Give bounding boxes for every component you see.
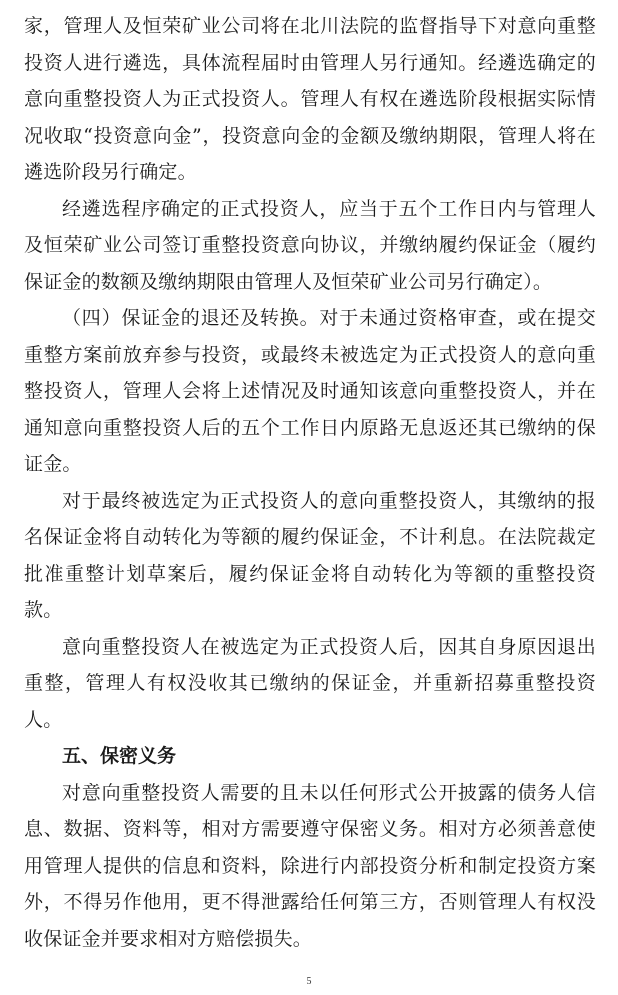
paragraph-continuation: 家，管理人及恒荣矿业公司将在北川法院的监督指导下对意向重整投资人进行遴选，具体流程届时由管理人另行通知。经遴选确定的意向重整投资人为正式投资人。管理人有权在遴选阶段根据实际情况收取“投资意向金”，投资意向金的金额及缴纳期限，管理人将在遴选阶段另行确定。 [24, 15, 596, 183]
paragraph-deposit-conversion: 对于最终被选定为正式投资人的意向重整投资人，其缴纳的报名保证金将自动转化为等额的履约保证金，不计利息。在法院裁定批准重整计划草案后，履约保证金将自动转化为等额的重整投资款。 [24, 489, 596, 621]
page-number: 5 [306, 976, 312, 987]
paragraph-deposit-refund: （四）保证金的退还及转换。对于未通过资格审查，或在提交重整方案前放弃参与投资，或最终未被选定为正式投资人的意向重整投资人，管理人会将上述情况及时通知该意向重整投资人，并在通知意向重整投资人后的五个工作日内原路无息返还其已缴纳的保证金。 [24, 307, 596, 475]
paragraph-deposit-forfeiture: 意向重整投资人在被选定为正式投资人后，因其自身原因退出重整，管理人有权没收其已缴纳的保证金，并重新招募重整投资人。 [24, 635, 596, 731]
paragraph-confidentiality: 对意向重整投资人需要的且未以任何形式公开披露的债务人信息、数据、资料等，相对方需要遵守保密义务。相对方必须善意使用管理人提供的信息和资料，除进行内部投资分析和制定投资方案外，不得另作他用，更不得泄露给任何第三方，否则管理人有权没收保证金并要求相对方赔偿损失。 [24, 781, 596, 950]
paragraph-formal-investor-agreement: 经遴选程序确定的正式投资人，应当于五个工作日内与管理人及恒荣矿业公司签订重整投资意向协议，并缴纳履约保证金（履约保证金的数额及缴纳期限由管理人及恒荣矿业公司另行确定）。 [24, 197, 596, 293]
document-body [24, 8, 596, 957]
section-heading-confidentiality: 五、保密义务 [62, 745, 177, 767]
